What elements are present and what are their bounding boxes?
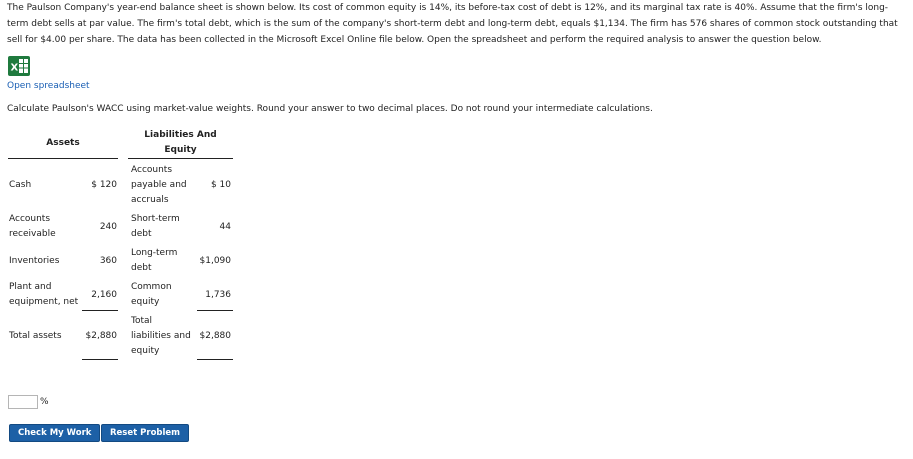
total-liabilities-label3: equity (131, 346, 160, 356)
receivable-label1: Accounts (9, 214, 51, 224)
plant-value: 2,160 (91, 290, 117, 300)
long-term-debt-label1: Long-term (131, 248, 178, 258)
total-liabilities-label1: Total (131, 316, 153, 326)
svg-text:X: X (10, 62, 19, 74)
total-liabilities-label2: liabilities and (131, 331, 191, 341)
subtotal-rule-liabilities (197, 310, 233, 311)
total-assets-label: Total assets (9, 331, 62, 341)
subtotal-rule-assets (82, 310, 118, 311)
header-rule-assets (8, 158, 118, 159)
total-rule-assets (82, 359, 118, 360)
plant-label1: Plant and (9, 282, 52, 292)
header-rule-liabilities (128, 158, 233, 159)
reset-problem-button[interactable]: Reset Problem (101, 424, 189, 442)
percent-unit: % (40, 397, 49, 407)
long-term-debt-value: $1,090 (199, 256, 231, 266)
accounts-payable-label2: payable and (131, 180, 187, 190)
assets-header: Assets (46, 138, 80, 148)
check-my-work-button[interactable]: Check My Work (9, 424, 100, 442)
problem-intro: The Paulson Company's year-end balance sheet is shown below. Its cost of common equity is 14%, its before-tax cost of debt is 12%, and its marginal tax rate is 40%. Assume that the firm's long-term debt sells at par value. The firm's total debt, which is the sum of the company's short-term debt and long-term debt, equals $1,134. The firm has 576 shares of common stock outstanding that sell for $4.00 per share. The data has been collected in the Microsoft Excel Online file below. Open the spreadsheet and perform the required analysis to answer the question below. (7, 3, 898, 45)
common-equity-label1: Common (131, 282, 172, 292)
common-equity-value: 1,736 (205, 290, 231, 300)
inventories-value: 360 (99, 256, 117, 266)
liabilities-header-line1: Liabilities And (144, 130, 217, 140)
wacc-answer-input[interactable] (8, 395, 38, 409)
receivable-label2: receivable (9, 229, 56, 239)
excel-icon[interactable] (8, 56, 30, 76)
short-term-debt-label2: debt (131, 229, 152, 239)
accounts-payable-label3: accruals (131, 195, 169, 205)
cash-label: Cash (9, 180, 32, 190)
total-assets-value: $2,880 (85, 331, 117, 341)
total-liabilities-value: $2,880 (199, 331, 231, 341)
accounts-payable-value: $ 10 (210, 180, 231, 190)
short-term-debt-label1: Short-term (131, 214, 180, 224)
instructions-text: Calculate Paulson's WACC using market-value weights. Round your answer to two decimal places. Do not round your intermediate calculations. (7, 104, 653, 114)
open-spreadsheet-link[interactable]: Open spreadsheet (7, 81, 90, 91)
long-term-debt-label2: debt (131, 263, 152, 273)
liabilities-header-line2: Equity (164, 145, 197, 155)
total-rule-liabilities (197, 359, 233, 360)
cash-value: $ 120 (91, 180, 117, 190)
accounts-payable-label1: Accounts (131, 165, 173, 175)
common-equity-label2: equity (131, 297, 160, 307)
inventories-label: Inventories (9, 256, 60, 266)
receivable-value: 240 (99, 222, 117, 232)
short-term-debt-value: 44 (219, 222, 231, 232)
plant-label2: equipment, net (9, 297, 79, 307)
